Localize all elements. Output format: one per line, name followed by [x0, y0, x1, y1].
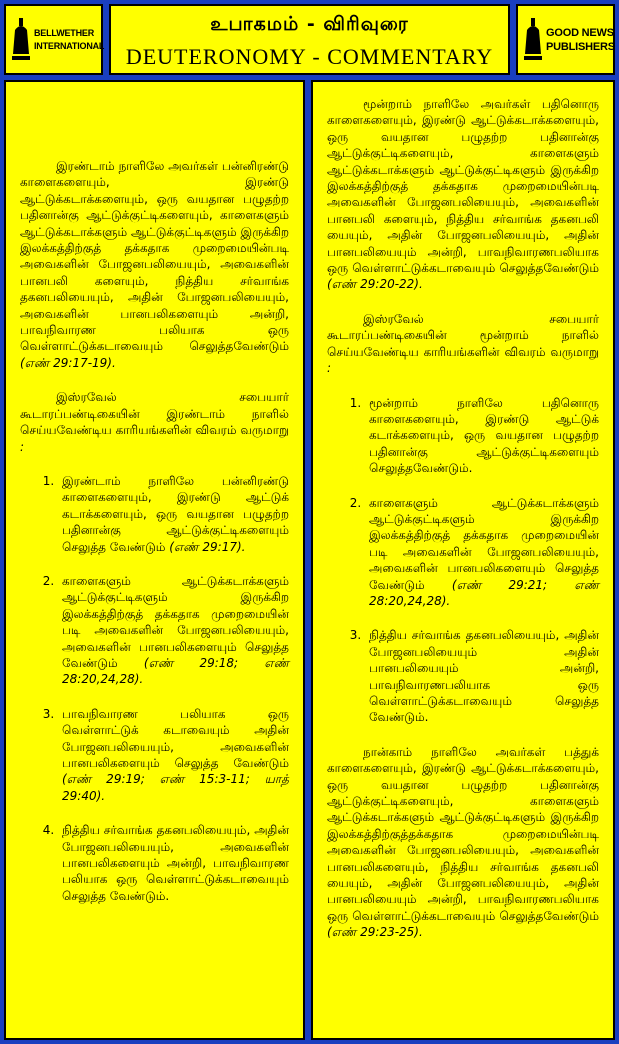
bell-icon [12, 18, 30, 62]
list-item-text: இரண்டாம் நாளிலே பன்னிரண்டு காளைகளையும், இரண்டு ஆட்டுக் கடாக்களையும், ஒரு வயதான பழுதற்ற பதினான்கு ஆட்டுக்குட்டிகளையும் செலுத்த வேண்டும் [62, 473, 289, 554]
logo-left-line2: INTERNATIONAL [34, 40, 105, 51]
page-header [109, 4, 510, 75]
list-item [58, 706, 289, 804]
list-item [58, 822, 289, 904]
english-title: DEUTERONOMY - COMMENTARY [125, 44, 494, 69]
list-item-text: நித்திய சர்வாங்க தகனபலியையும், அதின் போஜனபலியையும் அதின் பானபலியையும் அன்றி, பாவநிவாரணபலியாக ஒரு வெள்ளாட்டுக்கடாவையும் செலுத்த வேண்டும். [369, 628, 599, 725]
good-news-logo [516, 4, 615, 75]
scripture-ref: (எண் 29:19; எண் 15:3-11; யாத் 29:40). [62, 772, 289, 803]
paragraph-text: நான்காம் நாளிலே அவர்கள் பத்துக் காளைகளையும், இரண்டு ஆட்டுக்கடாக்களையும், ஒரு வயதான பழுதற்ற பதினான்கு ஆட்டுக்குட்டிகளையும், காளைகளும் ஆட்டுக்கடாக்களும் ஆட்டுக்குட்டிகளும் இருக்கிற இலக்கத்திற்குத்தக்கதாக முறைமையின்படி அவைகளின் போஜனபலியையும், அவைகளின் பானபலிகளையும், நித்திய சர்வாங்க தகனபலி யையும், அதின் போஜனபலியையும், அதின் பானபலியையும் அன்றி, பாவநிவாரணபலியாக ஒரு வெள்ளாட்டுக்கடாவையும் செலுத்தவேண்டும் [327, 744, 599, 923]
bell-icon [524, 18, 542, 62]
numbered-list [327, 395, 599, 726]
scripture-ref: (எண் 29:23-25). [327, 925, 423, 940]
scripture-ref: (எண் 29:17-19). [20, 355, 116, 370]
list-item-text: நித்திய சர்வாங்க தகனபலியையும், அதின் போஜனபலியையும், அவைகளின் பானபலிகளையும் அன்றி, பாவநிவாரண பலியாக ஒரு வெள்ளாட்டுக்கடாவையும் செலுத்த வேண்டும். [62, 823, 289, 903]
list-item-text: மூன்றாம் நாளிலே பதினொரு காளைகளையும், இரண்டு ஆட்டுக் கடாக்களையும், ஒரு வயதான பழுதற்ற பதினான்கு ஆட்டுக்குட்டிகளையும் செலுத்தவேண்டும். [369, 395, 599, 476]
scripture-ref: (எண் 29:17). [169, 539, 246, 554]
list-item [58, 573, 289, 688]
list-item-text: காளைகளும் ஆட்டுக்கடாக்களும் ஆட்டுக்குட்டிகளும் இருக்கிற இலக்கத்திற்குத் தக்கதாக முறைமையின் படி அவைகளின் போஜனபலியையும், அவைகளின் பானபலிகளையும் செலுத்த வேண்டும் [369, 495, 599, 592]
paragraph-text: இரண்டாம் நாளிலே அவர்கள் பன்னிரண்டு காளைகளையும், இரண்டு ஆட்டுக்கடாக்களையும், ஒரு வயதான பழுதற்ற பதினான்கு ஆட்டுக்குட்டிகளையும், காளைகளும் ஆட்டுக்கடாக்களும் ஆட்டுக்குட்டிகளும் இருக்கிற இலக்கத்திற்குத் தக்கதாக முறைமையின்படி அவைகளின் போஜனபலியையும், அவைகளின் பானபலி களையும், நித்திய சர்வாங்க தகனபலியையும், அதின் போஜனபலியையும், அவைகளின் பானபலிகளையும் அன்றி, பாவநிவாரண பலியாக ஒரு வெள்ளாட்டுக்கடாவையும் செலுத்தவேண்டும் [20, 159, 289, 354]
scripture-ref: (எண் 29:20-22). [327, 277, 423, 292]
tamil-title: உபாகமம் - விரிவுரை [210, 13, 409, 35]
colon: : [327, 361, 332, 376]
paragraph-text: மூன்றாம் நாளிலே அவர்கள் பதினொரு காளைகளையும், இரண்டு ஆட்டுக்கடாக்களையும், ஒரு வயதான பழுதற்ற பதினான்கு ஆட்டுக்குட்டிகளையும், காளைகளும் ஆட்டுக்கடாக்களும் ஆட்டுக்குட்டிகளும் இருக்கிற இலக்கத்திற்குத் தக்கதாக முறைமையின்படி அவைகளின் போஜனபலியையும், அவைகளின் பானபலி களையும், நித்திய சர்வாங்க தகனபலி யையும், அதின் போஜனபலியையும், அதின் பானபலியையும் அன்றி, பாவநிவாரணபலியாக ஒரு வெள்ளாட்டுக்கடாவையும் செலுத்தவேண்டும் [327, 97, 599, 276]
list-item-text: காளைகளும் ஆட்டுக்கடாக்களும் ஆட்டுக்குட்டிகளும் இருக்கிற இலக்கத்திற்குத் தக்கதாக முறைமையின் படி அவைகளின் போஜனபலியையும், அவைகளின் பானபலிகளையும் செலுத்த வேண்டும் [62, 573, 289, 670]
list-item-text: பாவநிவாரண பலியாக ஒரு வெள்ளாட்டுக் கடாவையும் அதின் போஜனபலியையும், அவைகளின் பானபலிகளையும் செலுத்த வேண்டும் [62, 706, 289, 770]
scripture-ref: (எண் 29:18; எண் 28:20,24,28). [62, 655, 289, 687]
list-item [58, 473, 289, 555]
left-column [4, 80, 305, 1040]
paragraph [327, 744, 599, 941]
paragraph [327, 96, 599, 293]
paragraph [20, 158, 289, 371]
logo-right-line2: PUBLISHERS [546, 40, 615, 53]
logo-right-line1: GOOD NEWS [546, 26, 614, 39]
scripture-ref: (எண் 29:21; எண் 28:20,24,28). [369, 577, 599, 608]
paragraph [327, 311, 599, 377]
numbered-list [20, 473, 289, 904]
paragraph-text: இஸ்ரவேல் சபையார் கூடாரப்பண்டிகையின் மூன்றாம் நாளில் செய்யவேண்டிய காரியங்களின் விவரம் வருமாறு [327, 311, 599, 359]
logo-left-line1: BELLWETHER [34, 27, 94, 38]
list-item [365, 395, 599, 477]
list-item [365, 627, 599, 725]
paragraph-text: இஸ்ரவேல் சபையார் கூடாரப்பண்டிகையின் இரண்டாம் நாளில் செய்யவேண்டிய காரியங்களின் விவரம் வருமாறு [20, 390, 289, 438]
bellwether-logo [4, 4, 103, 75]
right-column [311, 80, 615, 1040]
colon: : [20, 439, 25, 454]
list-item [365, 495, 599, 610]
paragraph [20, 389, 289, 455]
